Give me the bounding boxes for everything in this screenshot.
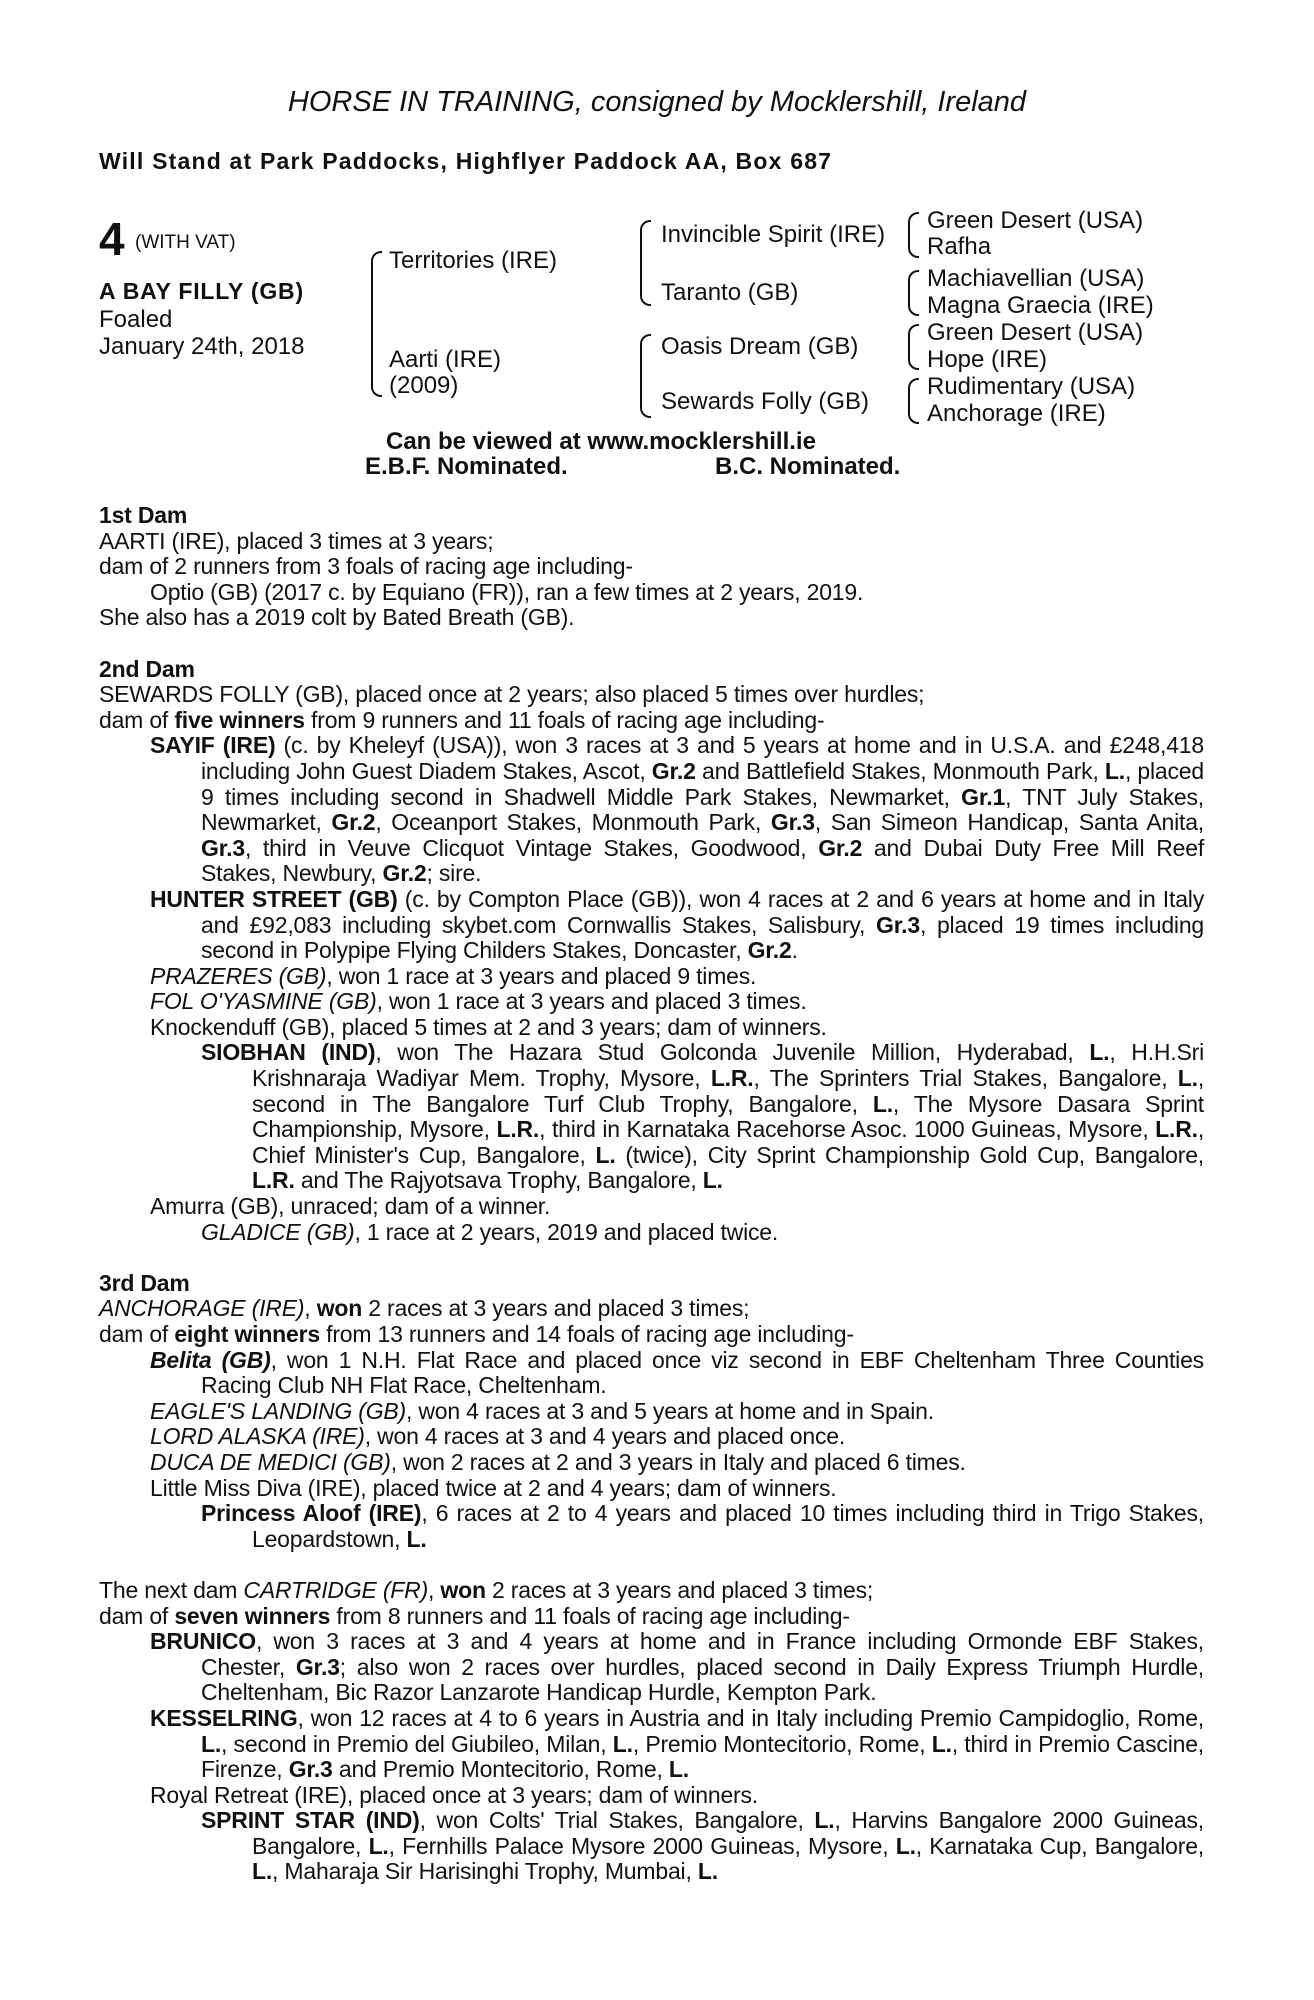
dam-record-line <box>99 1322 1204 1348</box>
pedigree-brace <box>640 334 651 418</box>
pedigree-gen3: Green Desert (USA) <box>927 207 1144 234</box>
record-text: . <box>791 937 798 964</box>
record-text: , 1 race at 2 years, 2019 and placed twice. <box>354 1218 779 1245</box>
record-text: dam of <box>99 706 175 733</box>
produce-entry <box>201 1501 1204 1552</box>
record-text: , won 3 races at 3 and 4 years at home and in France including Ormonde EBF Stakes, Chester, <box>201 1628 1204 1680</box>
emphasis-text: won <box>440 1576 486 1603</box>
record-text: (c. by Kheleyf (USA)), won 3 races at 3 and 5 years at home and in U.S.A. and £248,418 including John Guest Diadem Stakes, Ascot, <box>201 732 1204 784</box>
pedigree-brace <box>371 251 382 397</box>
produce-entry <box>201 1220 1204 1246</box>
record-text: , Harvins Bangalore 2000 Guineas, Bangalore, <box>252 1807 1204 1859</box>
record-text: 2 races at 3 years and placed 3 times; <box>485 1576 874 1603</box>
produce-entry <box>150 1706 1204 1783</box>
record-text: Royal Retreat (IRE), placed once at 3 years; dam of winners. <box>150 1781 759 1808</box>
pedigree-gen3: Rafha <box>927 233 992 260</box>
produce-entry <box>150 580 1204 606</box>
record-text: ; also won 2 races over hurdles, placed second in Daily Express Triumph Hurdle, Cheltenham, Bic Razor Lanzarote Handicap Hurdle, Kempton Park. <box>201 1653 1204 1706</box>
produce-entry <box>150 1424 1204 1450</box>
pedigree-gen3: Magna Graecia (IRE) <box>927 292 1154 319</box>
emphasis-text: PRAZERES (GB) <box>150 962 327 989</box>
record-text: , Karnataka Cup, Bangalore, <box>915 1832 1204 1859</box>
emphasis-text: Gr.2 <box>651 757 696 784</box>
vat-note: (WITH VAT) <box>135 232 236 253</box>
emphasis-text: SPRINT STAR (IND) <box>201 1807 420 1834</box>
emphasis-text: L. <box>201 1730 222 1757</box>
emphasis-text: eight winners <box>174 1321 320 1347</box>
produce-entry <box>150 733 1204 887</box>
record-text: Amurra (GB), unraced; dam of a winner. <box>150 1193 551 1220</box>
produce-entry <box>150 1015 1204 1041</box>
horse-description: A BAY FILLY (GB) <box>99 278 304 304</box>
emphasis-text: SAYIF (IRE) <box>150 732 276 759</box>
emphasis-text: CARTRIDGE (FR) <box>243 1576 429 1603</box>
emphasis-text: L. <box>406 1525 427 1552</box>
emphasis-text: L. <box>702 1167 723 1194</box>
produce-entry <box>150 1194 1204 1220</box>
record-text: , Premio Montecitorio, Rome, <box>632 1730 932 1757</box>
emphasis-text: Gr.3 <box>876 911 920 938</box>
pedigree-brace <box>908 378 919 424</box>
dam-section <box>99 1578 1204 1885</box>
record-text: , second in Premio del Giubileo, Milan, <box>221 1730 613 1757</box>
emphasis-text: GLADICE (GB) <box>201 1218 355 1245</box>
section-heading: 3rd Dam <box>99 1269 190 1296</box>
emphasis-text: L. <box>612 1730 633 1757</box>
record-text: She also has a 2019 colt by Bated Breath (GB). <box>99 604 575 631</box>
foaled-date: January 24th, 2018 <box>99 333 305 360</box>
record-text: , won 4 races at 3 and 4 years and placed once. <box>364 1423 846 1450</box>
emphasis-text: L. <box>252 1858 273 1885</box>
record-text: dam of 2 runners from 3 foals of racing age including- <box>99 553 633 580</box>
emphasis-text: L. <box>1089 1039 1110 1066</box>
produce-entry <box>150 1783 1204 1809</box>
emphasis-text: L. <box>931 1730 952 1757</box>
dam-record-line <box>99 708 1204 734</box>
record-text: , won Colts' Trial Stakes, Bangalore, <box>419 1807 815 1834</box>
record-text: Optio (GB) (2017 c. by Equiano (FR)), ran a few times at 2 years, 2019. <box>150 578 864 605</box>
record-text: dam of <box>99 1321 175 1347</box>
emphasis-text: L. <box>1177 1065 1198 1092</box>
section-heading: 2nd Dam <box>99 655 195 682</box>
record-text: and The Rajyotsava Trophy, Bangalore, <box>294 1167 703 1194</box>
dam-record-line <box>99 1604 1204 1630</box>
record-text: SEWARDS FOLLY (GB), placed once at 2 years; also placed 5 times over hurdles; <box>99 681 925 708</box>
emphasis-text: won <box>316 1295 363 1322</box>
pedigree-gen3: Anchorage (IRE) <box>927 400 1106 427</box>
emphasis-text: Belita (GB) <box>150 1346 271 1373</box>
pedigree-brace <box>908 324 919 370</box>
bc-nominated: B.C. Nominated. <box>715 453 901 480</box>
dam-section <box>99 1271 1204 1553</box>
record-text: , second in The Bangalore Turf Club Trophy, Bangalore, <box>252 1065 1205 1117</box>
record-text: , won 1 N.H. Flat Race and placed once viz second in EBF Cheltenham Three Counties Racing Club NH Flat Race, Cheltenham. <box>201 1346 1204 1399</box>
emphasis-text: L. <box>895 1832 916 1859</box>
record-text: , won 1 race at 3 years and placed 3 times. <box>376 988 807 1015</box>
dam-section <box>99 657 1204 1246</box>
record-text: , H.H.Sri Krishnaraja Wadiyar Mem. Trophy, Mysore, <box>252 1039 1205 1092</box>
record-text: dam of <box>99 1602 175 1629</box>
emphasis-text: SIOBHAN (IND) <box>201 1039 376 1066</box>
record-text: , Fernhills Palace Mysore 2000 Guineas, Mysore, <box>388 1832 896 1859</box>
emphasis-text: Gr.2 <box>747 937 792 964</box>
emphasis-text: five winners <box>174 706 305 733</box>
pedigree-sire-dam: Taranto (GB) <box>661 279 799 306</box>
dam-record-line <box>99 682 1204 708</box>
catalogue-title: HORSE IN TRAINING, consigned by Mocklershill, Ireland <box>287 86 1027 118</box>
record-text: from 9 runners and 11 foals of racing age including- <box>304 706 825 733</box>
record-text: and Battlefield Stakes, Monmouth Park, <box>695 757 1105 784</box>
emphasis-text: L. <box>595 1141 616 1168</box>
emphasis-text: Gr.2 <box>331 809 376 836</box>
record-text: from 8 runners and 11 foals of racing age including- <box>330 1602 850 1629</box>
record-text: and Premio Montecitorio, Rome, <box>332 1756 669 1783</box>
pedigree-dam: Aarti (IRE) <box>389 346 502 373</box>
foaled-label: Foaled <box>99 306 173 333</box>
emphasis-text: L. <box>872 1090 893 1117</box>
record-text: and Dubai Duty Free Mill Reef Stakes, Newbury, <box>201 834 1205 887</box>
produce-entry <box>150 1399 1204 1425</box>
dam-record-line <box>99 605 1204 631</box>
record-text: 2 races at 3 years and placed 3 times; <box>362 1295 750 1322</box>
produce-entry <box>150 1348 1204 1399</box>
emphasis-text: Gr.3 <box>201 834 245 861</box>
record-text: , Oceanport Stakes, Monmouth Park, <box>375 809 771 836</box>
dam-record-line <box>99 1296 1204 1322</box>
record-text: , placed 19 times including second in Polypipe Flying Childers Stakes, Doncaster, <box>201 911 1205 964</box>
pedigree-dam-year: (2009) <box>389 372 459 399</box>
produce-entry <box>150 964 1204 990</box>
record-text: , Chief Minister's Cup, Bangalore, <box>252 1116 1205 1168</box>
dam-record-line <box>99 1578 1204 1604</box>
record-text: The next dam <box>99 1576 244 1603</box>
pedigree-sire-sire: Invincible Spirit (IRE) <box>661 221 886 248</box>
emphasis-text: seven winners <box>174 1602 331 1629</box>
dam-record-line <box>99 529 1204 555</box>
pedigree-gen3: Green Desert (USA) <box>927 319 1144 346</box>
emphasis-text: Gr.3 <box>770 809 815 836</box>
dam-section <box>99 503 1204 631</box>
produce-record <box>99 503 1204 1911</box>
emphasis-text: FOL O'YASMINE (GB) <box>150 988 377 1015</box>
emphasis-text: L.R. <box>1155 1116 1198 1143</box>
produce-entry <box>150 887 1204 964</box>
pedigree-dam-sire: Oasis Dream (GB) <box>661 333 859 360</box>
emphasis-text: Princess Aloof (IRE) <box>201 1500 422 1527</box>
produce-entry <box>201 1040 1204 1194</box>
pedigree-dam-dam: Sewards Folly (GB) <box>661 388 870 415</box>
record-text: (c. by Compton Place (GB)), won 4 races at 2 and 6 years at home and in Italy and £92,083 including skybet.com Cornwallis Stakes, Salisbury, <box>201 885 1204 938</box>
emphasis-text: Gr.3 <box>288 1756 333 1783</box>
emphasis-text: L. <box>368 1832 389 1859</box>
emphasis-text: KESSELRING <box>150 1704 298 1731</box>
record-text: , 6 races at 2 to 4 years and placed 10 times including third in Trigo Stakes, Leopardstown, <box>252 1500 1204 1552</box>
record-text: , placed 9 times including second in Shadwell Middle Park Stakes, Newmarket, <box>201 757 1204 810</box>
record-text: (twice), City Sprint Championship Gold Cup, Bangalore, <box>615 1141 1204 1168</box>
record-text: , The Sprinters Trial Stakes, Bangalore, <box>753 1065 1178 1092</box>
record-text: , won 1 race at 3 years and placed 9 times. <box>326 962 757 989</box>
stand-location: Will Stand at Park Paddocks, Highflyer Paddock AA, Box 687 <box>99 148 833 174</box>
record-text: ; sire. <box>426 860 482 887</box>
emphasis-text: L. <box>697 1858 718 1885</box>
ebf-nominated: E.B.F. Nominated. <box>365 453 568 480</box>
record-text: Knockenduff (GB), placed 5 times at 2 and 3 years; dam of winners. <box>150 1013 827 1040</box>
record-text: , <box>428 1576 441 1603</box>
produce-entry <box>150 1476 1204 1502</box>
emphasis-text: L.R. <box>710 1065 754 1092</box>
record-text: , won 4 races at 3 and 5 years at home and in Spain. <box>406 1397 934 1424</box>
record-text: , <box>304 1295 317 1322</box>
record-text: , third in Karnataka Racehorse Asoc. 1000 Guineas, Mysore, <box>539 1116 1156 1143</box>
viewing-website-link[interactable]: Can be viewed at www.mocklershill.ie <box>386 428 816 455</box>
pedigree-gen3: Rudimentary (USA) <box>927 373 1136 400</box>
emphasis-text: L.R. <box>496 1116 540 1143</box>
emphasis-text: L. <box>668 1756 689 1783</box>
record-text: , third in Premio Cascine, Firenze, <box>201 1730 1204 1783</box>
record-text: Little Miss Diva (IRE), placed twice at 2 and 4 years; dam of winners. <box>150 1474 837 1501</box>
emphasis-text: Gr.2 <box>818 834 863 861</box>
lot-number: 4 <box>99 213 125 265</box>
emphasis-text: BRUNICO <box>150 1628 256 1655</box>
pedigree-brace <box>908 270 919 316</box>
pedigree-brace <box>908 212 919 258</box>
emphasis-text: Gr.2 <box>382 860 427 887</box>
produce-entry <box>150 989 1204 1015</box>
record-text: , third in Veuve Clicquot Vintage Stakes, Goodwood, <box>244 834 819 861</box>
pedigree-brace <box>640 220 651 306</box>
produce-entry <box>150 1629 1204 1706</box>
record-text: , San Simeon Handicap, Santa Anita, <box>814 809 1204 836</box>
produce-entry <box>201 1808 1204 1885</box>
record-text: , won 2 races at 2 and 3 years in Italy and placed 6 times. <box>390 1448 966 1475</box>
dam-record-line <box>99 554 1204 580</box>
record-text: , The Mysore Dasara Sprint Championship, Mysore, <box>252 1090 1204 1143</box>
record-text: , TNT July Stakes, Newmarket, <box>201 783 1204 836</box>
emphasis-text: Gr.3 <box>295 1653 340 1680</box>
record-text: , won The Hazara Stud Golconda Juvenile Million, Hyderabad, <box>375 1039 1090 1066</box>
record-text: , won 12 races at 4 to 6 years in Austria and in Italy including Premio Campidoglio, Rome, <box>297 1704 1204 1731</box>
emphasis-text: Gr.1 <box>961 783 1006 810</box>
emphasis-text: L. <box>1104 757 1125 784</box>
emphasis-text: L. <box>814 1807 835 1834</box>
emphasis-text: ANCHORAGE (IRE) <box>99 1295 305 1322</box>
record-text: , Maharaja Sir Harisinghi Trophy, Mumbai, <box>272 1858 698 1885</box>
record-text: AARTI (IRE), placed 3 times at 3 years; <box>99 527 494 554</box>
emphasis-text: LORD ALASKA (IRE) <box>150 1423 365 1450</box>
pedigree-gen3: Hope (IRE) <box>927 346 1048 373</box>
emphasis-text: L.R. <box>252 1167 295 1194</box>
section-heading: 1st Dam <box>99 502 188 528</box>
emphasis-text: HUNTER STREET (GB) <box>150 885 398 912</box>
emphasis-text: EAGLE'S LANDING (GB) <box>150 1397 407 1424</box>
record-text: from 13 runners and 14 foals of racing age including- <box>319 1321 854 1347</box>
pedigree-gen3: Machiavellian (USA) <box>927 265 1145 292</box>
produce-entry <box>150 1450 1204 1476</box>
pedigree-sire: Territories (IRE) <box>389 247 558 274</box>
emphasis-text: DUCA DE MEDICI (GB) <box>150 1448 391 1475</box>
